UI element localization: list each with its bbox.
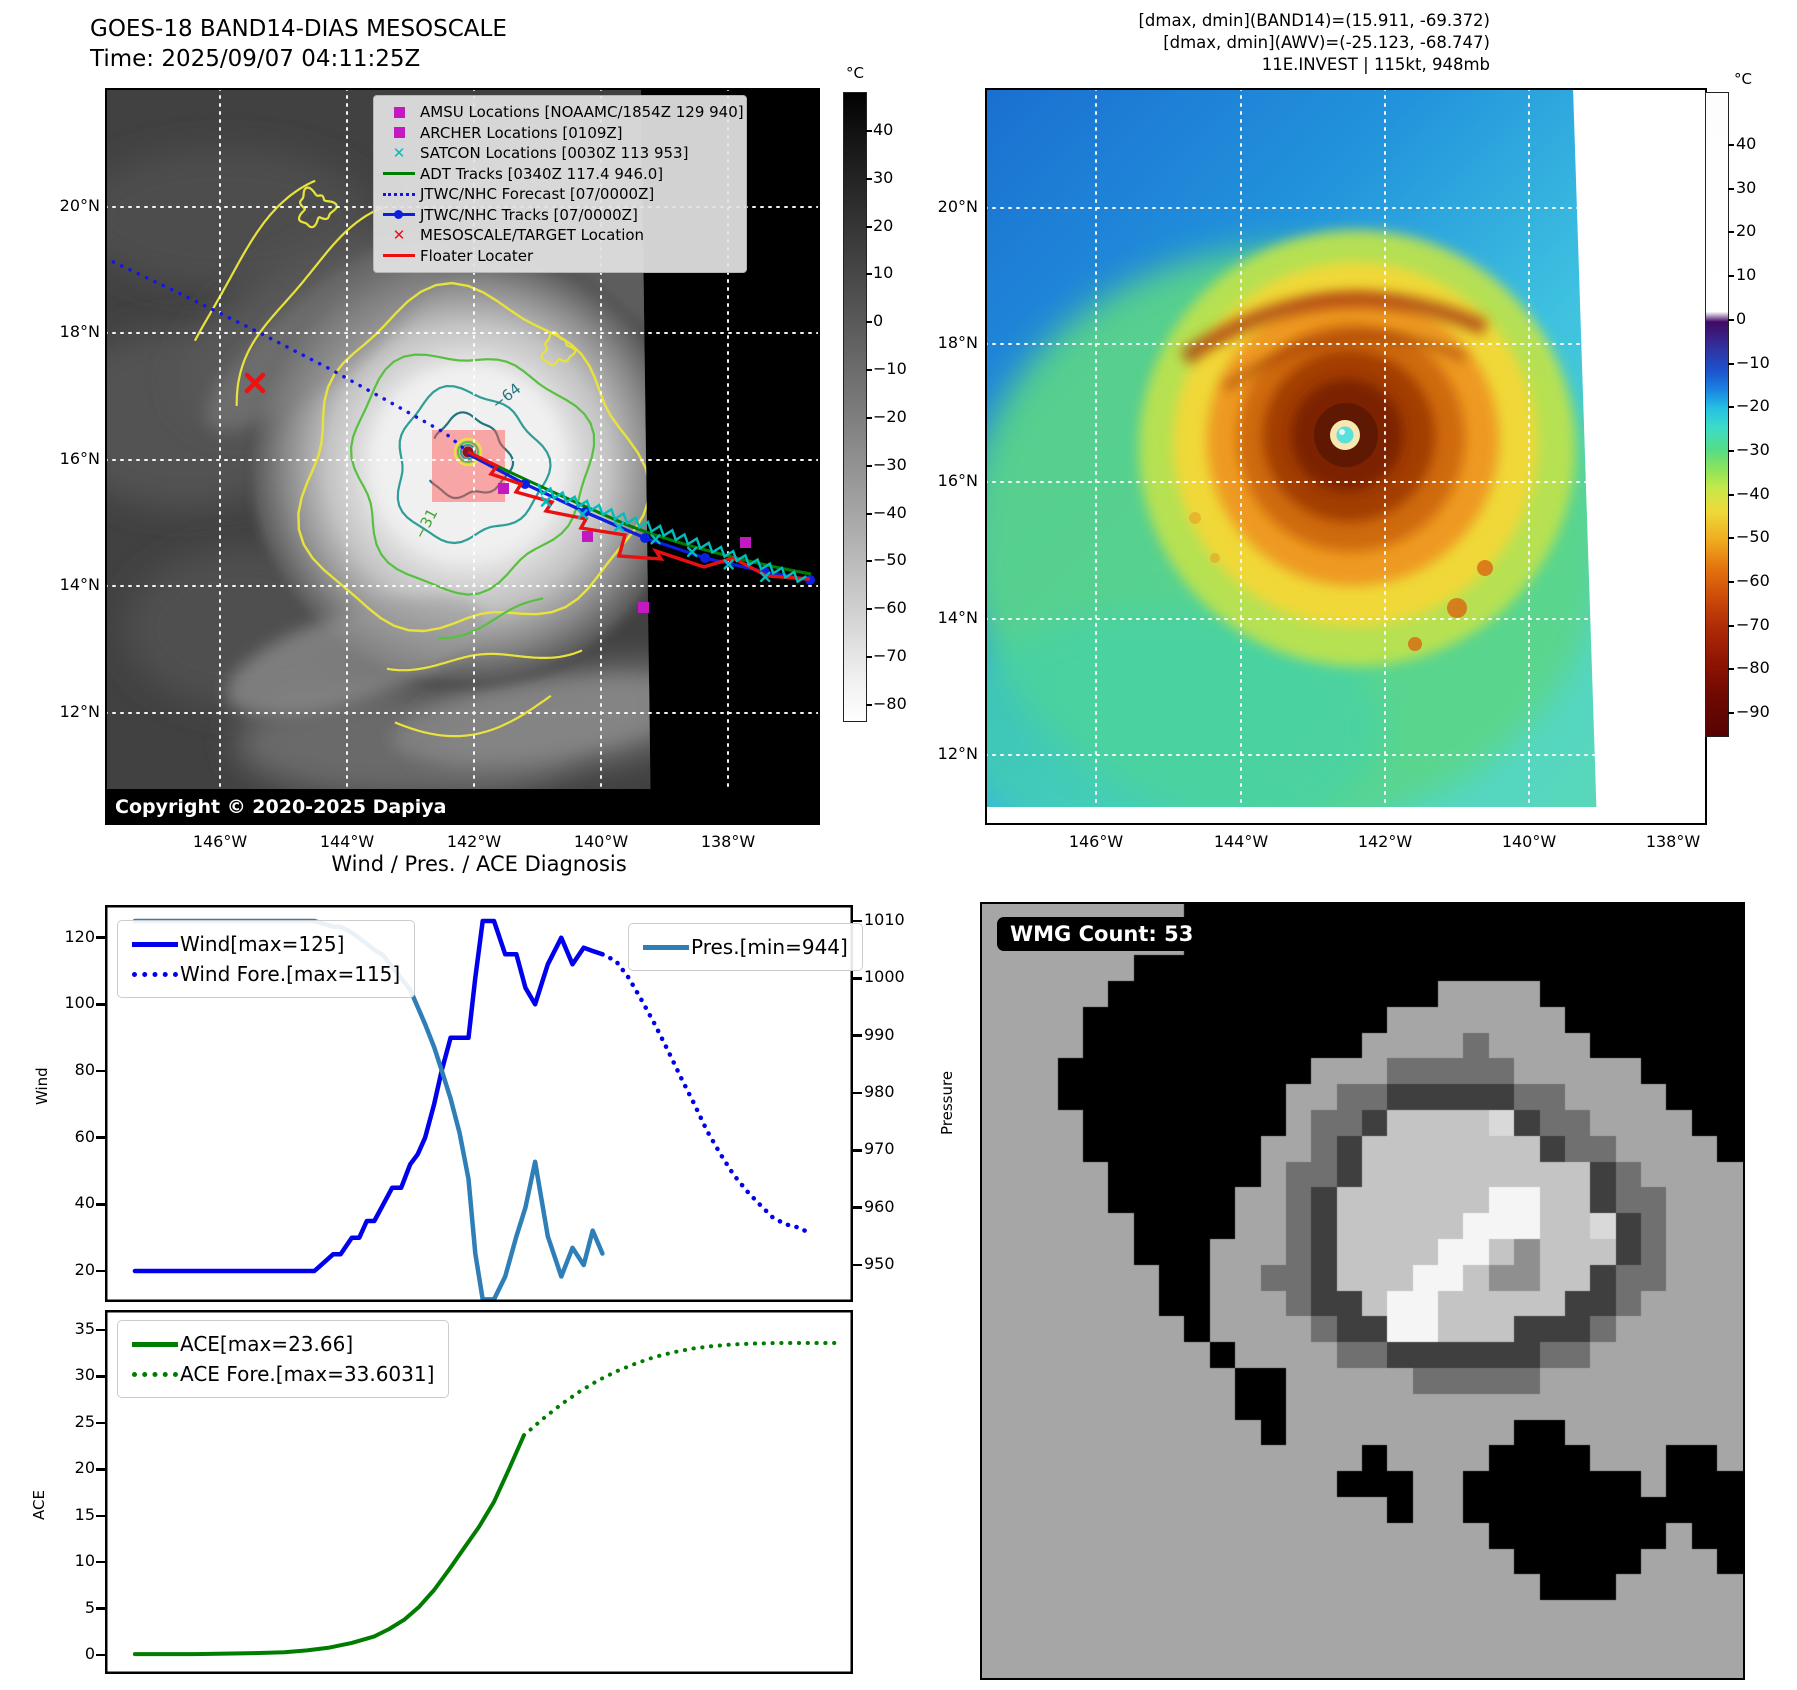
wind-tick-label: 20 (74, 1260, 95, 1279)
wmg-count-label: WMG Count: 53 (997, 917, 1206, 951)
axis-tick (1728, 144, 1734, 146)
axis-tick (96, 1607, 105, 1610)
axis-tick (866, 130, 872, 132)
colorbar-unit-left: °C (846, 64, 864, 82)
legend-item (378, 184, 740, 205)
ace-tick-label: 30 (74, 1365, 95, 1385)
axis-tick (853, 1264, 862, 1267)
colorbar-tick-label: −40 (873, 502, 907, 522)
axis-tick (96, 1136, 105, 1139)
legend-item (378, 164, 740, 185)
axis-tick (1728, 363, 1734, 365)
axis-tick (853, 1092, 862, 1095)
legend-item-label: SATCON Locations [0030Z 113 953] (420, 144, 689, 163)
axis-tick (1728, 625, 1734, 627)
legend-item-label: Floater Locater (420, 246, 534, 265)
legend-item (378, 123, 740, 144)
lon-label: 140°W (1501, 832, 1557, 851)
colorbar-tick-label: 40 (873, 120, 894, 139)
wind-fore-line-sample (132, 972, 180, 977)
colorbar-tick-label: 20 (1736, 221, 1757, 241)
colorbar-tick-label: −70 (873, 646, 907, 666)
axis-tick (1728, 188, 1734, 190)
lon-label: 146°W (1068, 832, 1124, 851)
pressure-tick-label: 1000 (864, 967, 905, 987)
map-legend (373, 95, 747, 273)
axis-tick (853, 1149, 862, 1152)
colorbar-tick-label: −60 (1736, 571, 1770, 590)
colorbar-tick-label: −10 (1736, 352, 1770, 372)
axis-tick (96, 1561, 105, 1564)
axis-tick (96, 1422, 105, 1425)
diagnosis-chart-title: Wind / Pres. / ACE Diagnosis (331, 852, 627, 876)
legend-item-label: MESOSCALE/TARGET Location (420, 226, 645, 245)
lon-label: 138°W (700, 832, 756, 851)
lon-label: 144°W (319, 832, 375, 851)
axis-tick (96, 1515, 105, 1518)
axis-tick (853, 1034, 862, 1037)
info-line-storm: 11E.INVEST | 115kt, 948mb (1261, 55, 1490, 74)
axis-tick (1728, 450, 1734, 452)
ace-tick-label: 20 (74, 1458, 95, 1478)
colorbar-tick-label: −80 (1736, 658, 1770, 678)
axis-tick (853, 977, 862, 980)
wind-line-sample (132, 942, 180, 947)
lon-label: 142°W (446, 832, 502, 851)
axis-tick (1728, 494, 1734, 496)
axis-tick (866, 704, 872, 706)
axis-tick (1728, 406, 1734, 408)
wind-tick-label: 80 (74, 1060, 95, 1079)
axis-tick (853, 920, 862, 923)
lat-label: 18°N (937, 333, 978, 352)
colorbar-tick-label: −30 (873, 454, 907, 474)
axis-tick (1728, 275, 1734, 277)
square-marker-icon (378, 127, 420, 138)
lon-label: 140°W (573, 832, 629, 851)
axis-tick (96, 1375, 105, 1378)
colorbar-tick-label: 10 (1736, 265, 1757, 285)
legend-item-wind: Wind[max=125] (132, 929, 400, 959)
lon-label: 138°W (1645, 832, 1701, 851)
axis-tick (866, 369, 872, 371)
storm-eye (1337, 427, 1354, 444)
grayscale-colorbar (843, 92, 867, 722)
line-dot-marker-icon (378, 213, 420, 216)
x-marker-icon: ✕ (392, 143, 406, 162)
dotted-marker-icon (378, 193, 420, 196)
lat-label: 20°N (937, 197, 978, 216)
ace-line-sample (132, 1342, 180, 1347)
pressure-axis-label: Pressure (938, 1070, 956, 1135)
legend-item-label: ARCHER Locations [0109Z] (420, 123, 623, 142)
pressure-tick-label: 950 (864, 1253, 895, 1273)
colorbar-tick-label: −80 (873, 693, 907, 713)
wind-tick-label: 60 (74, 1126, 95, 1146)
axis-tick (96, 1654, 105, 1657)
axis-tick (866, 178, 872, 180)
colorbar-tick-label: 30 (873, 167, 894, 187)
legend-item-ace: ACE[max=23.66] (132, 1329, 434, 1359)
ace-legend (117, 1320, 449, 1398)
axis-tick (866, 560, 872, 562)
colorbar-tick-label: 0 (873, 311, 884, 331)
legend-item (378, 225, 740, 246)
colorbar-tick-label: 0 (1736, 308, 1747, 328)
pres-line-sample (643, 945, 691, 950)
colorbar-tick-label: −10 (873, 359, 907, 379)
axis-tick (1728, 537, 1734, 539)
wind-tick-label: 100 (64, 993, 95, 1013)
ace-tick-label: 0 (84, 1644, 95, 1663)
axis-tick (1728, 712, 1734, 714)
colorbar-tick-label: −20 (873, 406, 907, 426)
colorbar-tick-label: 30 (1736, 177, 1757, 197)
lon-label: 146°W (192, 832, 248, 851)
axis-tick (96, 936, 105, 939)
colorbar-tick-label: 40 (1736, 134, 1757, 153)
pressure-legend (628, 923, 863, 971)
axis-tick (866, 656, 872, 658)
lat-label: 14°N (59, 575, 100, 594)
colorbar-tick-label: −50 (873, 550, 907, 570)
figure-title: GOES-18 BAND14-DIAS MESOSCALE (90, 16, 507, 42)
ace-fore-line-sample (132, 1372, 180, 1377)
info-block (1090, 10, 1490, 76)
legend-item-wind-fore: Wind Fore.[max=115] (132, 959, 400, 989)
copyright-banner: Copyright © 2020-2025 Dapiya (105, 789, 773, 825)
colorbar-tick-label: 20 (873, 215, 894, 235)
pressure-tick-label: 990 (864, 1024, 895, 1044)
figure-timestamp: Time: 2025/09/07 04:11:25Z (90, 46, 421, 72)
wmg-panel (980, 902, 1745, 1680)
axis-tick (96, 1329, 105, 1332)
legend-item-ace-fore: ACE Fore.[max=33.6031] (132, 1359, 434, 1389)
wind-tick-label: 40 (74, 1193, 95, 1213)
colorbar-tick-label: −70 (1736, 614, 1770, 634)
lat-label: 12°N (59, 702, 100, 721)
lon-label: 144°W (1213, 832, 1269, 851)
legend-item-label: AMSU Locations [NOAAMC/1854Z 129 940] (420, 103, 744, 122)
ace-tick-label: 5 (84, 1597, 95, 1617)
colorbar-tick-label: −90 (1736, 702, 1770, 722)
wmg-pixel-image (982, 904, 1743, 1678)
axis-tick (1728, 581, 1734, 583)
axis-tick (866, 273, 872, 275)
colorbar-tick-label: −60 (873, 598, 907, 618)
wind-axis-label: Wind (33, 1067, 51, 1105)
colorbar-tick-label: −40 (1736, 483, 1770, 503)
lat-label: 12°N (937, 744, 978, 763)
ace-tick-label: 25 (74, 1411, 95, 1431)
ace-tick-label: 10 (74, 1551, 95, 1571)
axis-tick (853, 1206, 862, 1209)
axis-tick (96, 1070, 105, 1073)
colorbar-tick-label: 10 (873, 263, 894, 283)
axis-tick (96, 1270, 105, 1273)
colorbar-unit-right: °C (1734, 70, 1752, 88)
legend-item (378, 246, 740, 267)
colorbar-tick-label: −20 (1736, 396, 1770, 416)
axis-tick (866, 608, 872, 610)
wind-tick-label: 120 (64, 926, 95, 946)
info-line-band14: [dmax, dmin](BAND14)=(15.911, -69.372) (1138, 11, 1490, 30)
ir-colorbar (1705, 92, 1729, 737)
lat-label: 18°N (59, 322, 100, 341)
legend-item-label: JTWC/NHC Tracks [07/0000Z] (420, 205, 638, 224)
ir-map-panel (985, 88, 1707, 825)
axis-tick (866, 321, 872, 323)
pressure-tick-label: 970 (864, 1139, 895, 1159)
legend-item-label: ADT Tracks [0340Z 117.4 946.0] (420, 164, 664, 183)
axis-tick (1728, 668, 1734, 670)
lat-label: 20°N (59, 196, 100, 215)
axis-tick (96, 1468, 105, 1471)
lat-label: 14°N (937, 608, 978, 627)
line-marker-icon (378, 254, 420, 257)
lon-label: 142°W (1357, 832, 1413, 851)
pressure-tick-label: 1010 (864, 910, 905, 929)
contour-label: −64 (488, 379, 525, 414)
axis-tick (866, 226, 872, 228)
colorbar-tick-label: −50 (1736, 527, 1770, 547)
axis-tick (866, 465, 872, 467)
lat-label: 16°N (937, 471, 978, 490)
info-line-awv: [dmax, dmin](AWV)=(-25.123, -68.747) (1163, 33, 1490, 52)
x-marker-icon: ✕ (392, 225, 406, 244)
ace-tick-label: 35 (74, 1319, 95, 1338)
lat-label: 16°N (59, 449, 100, 468)
square-marker-icon (378, 107, 420, 118)
legend-item (378, 143, 740, 164)
legend-item-label: JTWC/NHC Forecast [07/0000Z] (420, 185, 655, 204)
axis-tick (866, 513, 872, 515)
axis-tick (96, 1203, 105, 1206)
band14-map-panel (105, 88, 820, 825)
contour-label: −31 (410, 505, 442, 542)
axis-tick (1728, 231, 1734, 233)
legend-item-pres: Pres.[min=944] (643, 932, 848, 962)
legend-item (378, 102, 744, 123)
ace-tick-label: 15 (74, 1504, 95, 1524)
axis-tick (96, 1003, 105, 1006)
wind-legend (117, 920, 415, 998)
axis-tick (866, 417, 872, 419)
axis-tick (1728, 319, 1734, 321)
pressure-tick-label: 960 (864, 1196, 895, 1216)
ace-axis-label: ACE (30, 1490, 48, 1520)
ir-color-field (985, 230, 1605, 825)
ir-satellite-image (985, 88, 1707, 825)
colorbar-tick-label: −30 (1736, 439, 1770, 459)
pressure-tick-label: 980 (864, 1081, 895, 1101)
legend-item (378, 205, 740, 226)
line-marker-icon (378, 172, 420, 175)
